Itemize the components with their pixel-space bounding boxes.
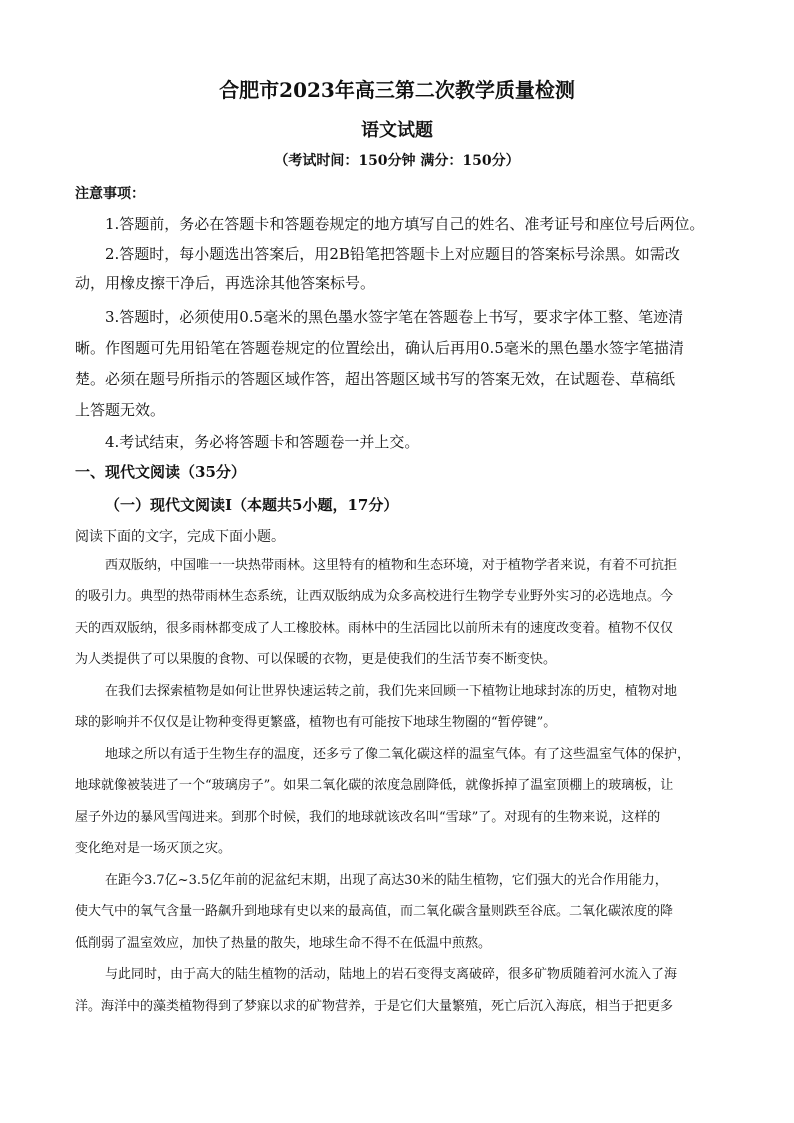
subsection-heading: （一）现代文阅读Ⅰ（本题共5小题，17分）: [105, 496, 399, 514]
instruction-line: 3.答题时，必须使用0.5毫米的黑色墨水签字笔在答题卷上书写，要求字体工整、笔迹清: [105, 308, 684, 326]
instruction-line: 1.答题前，务必在答题卡和答题卷规定的地方填写自己的姓名、准考证号和座位号后两位。: [105, 215, 705, 233]
passage-line: 在我们去探索植物是如何让世界快速运转之前，我们先来回顾一下植物让地球封冻的历史，植物对地: [105, 684, 678, 699]
passage-line: 球的影响并不仅仅是让物种变得更繁盛，植物也有可能按下地球生物圈的“暂停键”。: [75, 715, 557, 730]
reading-prompt: 阅读下面的文字，完成下面小题。: [75, 529, 285, 545]
passage-line: 与此同时，由于高大的陆生植物的活动，陆地上的岩石变得支离破碎，很多矿物质随着河水流入了海: [105, 967, 678, 982]
exam-title: 合肥市2023年高三第二次教学质量检测: [219, 78, 575, 102]
instruction-line: 楚。必须在题号所指示的答题区域作答，超出答题区域书写的答案无效，在试题卷、草稿纸: [75, 370, 676, 388]
instruction-line: 4.考试结束，务必将答题卡和答题卷一并上交。: [105, 433, 420, 451]
passage-line: 变化绝对是一场灭顶之灾。: [75, 841, 232, 856]
passage-line: 低削弱了温室效应，加快了热量的散失，地球生命不得不在低温中煎熬。: [75, 936, 492, 951]
passage-line: 的吸引力。典型的热带雨林生态系统，让西双版纳成为众多高校进行生物学专业野外实习的必选地点。今: [75, 589, 674, 604]
passage-line: 在距今3.7亿~3.5亿年前的泥盆纪末期，出现了高达30米的陆生植物，它们强大的光合作用能力，: [105, 873, 668, 888]
passage-line: 使大气中的氧气含量一路飙升到地球有史以来的最高值，而二氧化碳含量则跌至谷底。二氧化碳浓度的降: [75, 904, 674, 919]
passage-line: 屋子外边的暴风雪闯进来。到那个时候，我们的地球就该改名叫“雪球”了。对现有的生物来说，这样的: [75, 810, 661, 825]
passage-line: 西双版纳，中国唯一一块热带雨林。这里特有的植物和生态环境，对于植物学者来说，有着不可抗拒: [105, 558, 678, 573]
exam-time-info: （考试时间：150分钟 满分：150分）: [274, 153, 520, 169]
instruction-line: 动，用橡皮擦干净后，再选涂其他答案标号。: [75, 274, 376, 292]
passage-line: 地球就像被装进了一个“玻璃房子”。如果二氧化碳的浓度急剧降低，就像拆掉了温室顶棚上的玻璃板，让: [75, 778, 674, 793]
instructions-heading: 注意事项：: [75, 186, 145, 202]
passage-line: 洋。海洋中的藻类植物得到了梦寐以求的矿物营养，于是它们大量繁殖，死亡后沉入海底，相当于把更多: [75, 999, 674, 1014]
passage-line: 天的西双版纳，很多雨林都变成了人工橡胶林。雨林中的生活园比以前所未有的速度改变着。植物不仅仅: [75, 621, 674, 636]
instruction-line: 晰。作图题可先用铅笔在答题卷规定的位置绘出，确认后再用0.5毫米的黑色墨水签字笔描清: [75, 339, 684, 357]
instruction-line: 上答题无效。: [75, 401, 166, 419]
instruction-line: 2.答题时，每小题选出答案后，用2B铅笔把答题卡上对应题目的答案标号涂黑。如需改: [105, 245, 680, 263]
subject-title: 语文试题: [361, 120, 433, 141]
passage-line: 为人类提供了可以果腹的食物、可以保暖的衣物，更是使我们的生活节奏不断变快。: [75, 652, 557, 667]
passage-line: 地球之所以有适于生物生存的温度，还多亏了像二氧化碳这样的温室气体。有了这些温室气体的保护，: [105, 747, 691, 762]
section-heading: 一、现代文阅读（35分）: [75, 463, 246, 481]
